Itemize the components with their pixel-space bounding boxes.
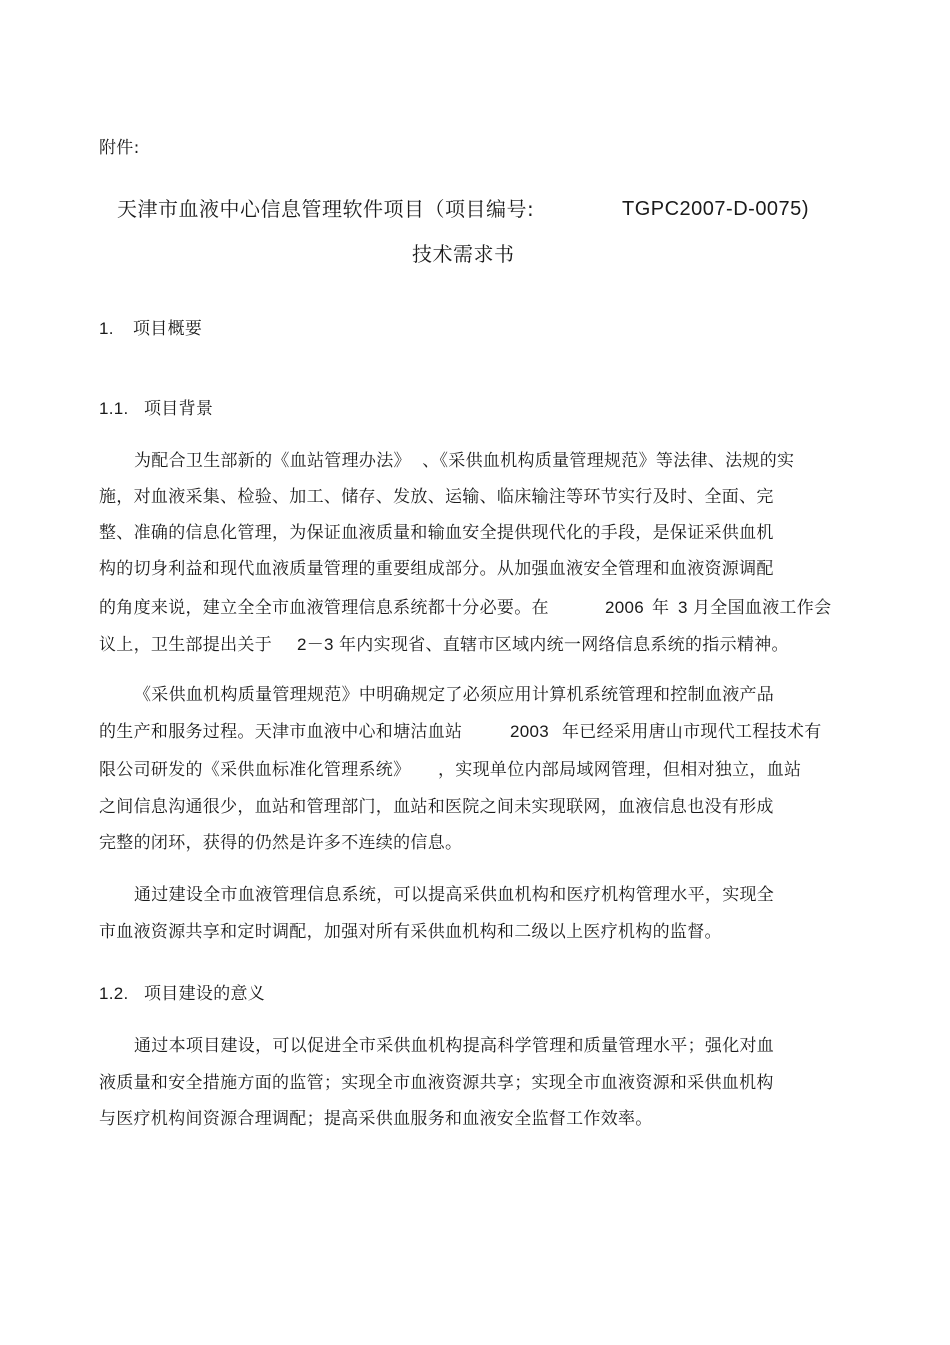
- paragraph-fragment: ，实现单位内部局域网管理，但相对独立，血站: [438, 760, 802, 780]
- section-1-number: 1.: [99, 319, 114, 338]
- paragraph-line: 与医疗机构间资源合理调配；提高采供血服务和血液安全监督工作效率。: [99, 1109, 653, 1129]
- section-1-1-heading: 项目背景: [144, 399, 214, 419]
- paragraph-fragment: 限公司研发的《采供血标准化管理系统》: [99, 760, 411, 780]
- paragraph-line: 构的切身利益和现代血液质量管理的重要组成部分。从加强血液安全管理和血液资源调配: [99, 559, 774, 579]
- paragraph-line: 通过本项目建设，可以促进全市采供血机构提高科学管理和质量管理水平；强化对血: [134, 1036, 775, 1056]
- title-line-2: 技术需求书: [412, 242, 515, 266]
- annex-label: 附件:: [99, 138, 140, 158]
- paragraph-number: 2003: [510, 722, 550, 741]
- paragraph-line: 的角度来说，建立全全市血液管理信息系统都十分必要。在: [99, 598, 549, 618]
- section-1-heading: 项目概要: [133, 319, 203, 339]
- paragraph-line: 通过建设全市血液管理信息系统，可以提高采供血机构和医疗机构管理水平，实现全: [134, 885, 775, 905]
- title-line-1: [117, 196, 534, 222]
- section-1-2-heading: 项目建设的意义: [144, 984, 266, 1004]
- paragraph-number: 2－3: [297, 635, 334, 654]
- paragraph-fragment: 年已经采用唐山市现代工程技术有: [562, 722, 822, 742]
- paragraph-line: 施，对血液采集、检验、加工、储存、发放、运输、临床输注等环节实行及时、全面、完: [99, 487, 774, 507]
- paragraph-line: 整、准确的信息化管理，为保证血液质量和输血安全提供现代化的手段，是保证采供血机: [99, 523, 774, 543]
- paragraph-line: 《采供血机构质量管理规范》中明确规定了必须应用计算机系统管理和控制血液产品: [134, 685, 775, 705]
- paragraph-fragment: 议上，卫生部提出关于: [99, 635, 272, 655]
- paragraph-number: 2006: [605, 598, 645, 617]
- paragraph-fragment: 月全国血液工作会: [693, 598, 832, 618]
- section-1-1-number: 1.1.: [99, 399, 129, 418]
- title-text: 天津市血液中心信息管理软件项目（项目编号:: [117, 197, 535, 221]
- paragraph-line: 完整的闭环，获得的仍然是许多不连续的信息。: [99, 833, 463, 853]
- paragraph-fragment: 的生产和服务过程。天津市血液中心和塘沽血站: [99, 722, 463, 742]
- paragraph-line: 市血液资源共享和定时调配，加强对所有采供血机构和二级以上医疗机构的监督。: [99, 922, 722, 942]
- paragraph-line: 之间信息沟通很少，血站和管理部门，血站和医院之间未实现联网，血液信息也没有形成: [99, 797, 774, 817]
- paragraph-fragment: 年: [652, 598, 670, 618]
- paragraph-number: 3: [678, 598, 688, 617]
- paragraph-fragment: 年内实现省、直辖市区域内统一网络信息系统的指示精神。: [339, 635, 789, 655]
- paragraph-line: 液质量和安全措施方面的监管；实现全市血液资源共享；实现全市血液资源和采供血机构: [99, 1073, 774, 1093]
- paragraph-line: 为配合卫生部新的《血站管理办法》 、《采供血机构质量管理规范》等法律、法规的实: [134, 451, 795, 471]
- project-code: TGPC2007-D-0075): [622, 198, 809, 220]
- section-1-2-number: 1.2.: [99, 984, 129, 1003]
